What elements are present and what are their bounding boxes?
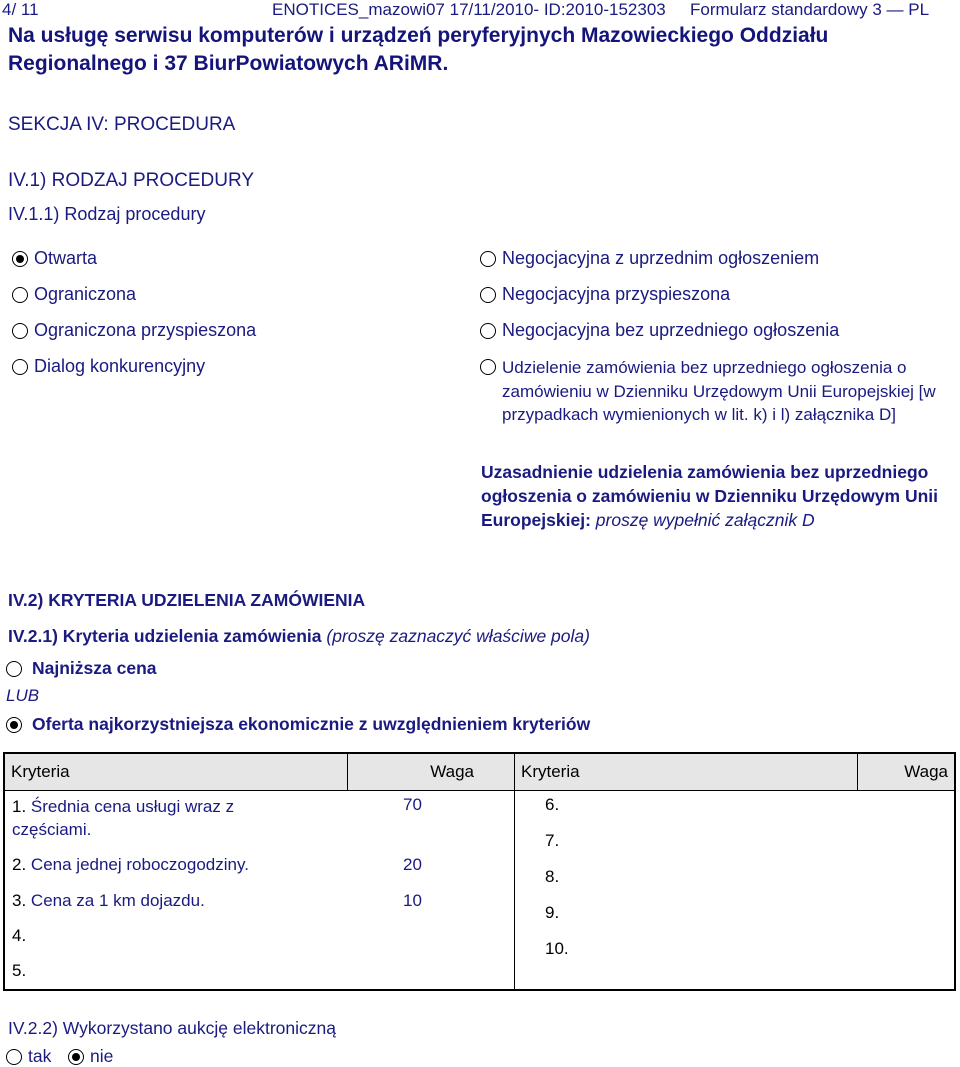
justification-label: Uzasadnienie udzielenia zamówienia bez uprzedniego ogłoszenia o zamówieniu w Dzienniku Urzędowym Unii Europejskiej: <box>481 462 938 530</box>
option-label: Otwarta <box>34 248 98 268</box>
header-waga: Waga <box>348 753 515 791</box>
option-tak[interactable] <box>6 1046 51 1067</box>
radio-selected-icon[interactable] <box>68 1049 84 1065</box>
option-najnizsza-cena[interactable] <box>6 658 157 679</box>
iv21-heading <box>8 626 590 647</box>
option-nie[interactable] <box>68 1046 113 1067</box>
radio-icon[interactable] <box>6 1049 22 1065</box>
criteria-row <box>12 855 249 875</box>
criteria-num: 3. <box>12 891 27 910</box>
criteria-num: 8. <box>545 867 560 886</box>
option-label: Ograniczona przyspieszona <box>34 320 257 340</box>
criteria-num: 4. <box>12 926 27 945</box>
radio-icon[interactable] <box>480 287 496 303</box>
radio-icon[interactable] <box>6 661 22 677</box>
option-label: Negocjacyjna z uprzednim ogłoszeniem <box>502 248 820 268</box>
justification-note: proszę wypełnić załącznik D <box>595 510 815 530</box>
option-otwarta[interactable] <box>12 248 97 269</box>
iv2-heading: IV.2) KRYTERIA UDZIELENIA ZAMÓWIENIA <box>8 590 366 610</box>
radio-icon[interactable] <box>480 323 496 339</box>
criteria-row <box>12 961 26 981</box>
option-label: Najniższa cena <box>32 658 157 678</box>
iv21-label: IV.2.1) Kryteria udzielenia zamówienia <box>8 626 322 646</box>
criteria-text: Cena za 1 km dojazdu. <box>30 891 205 910</box>
criteria-weight: 70 <box>403 795 422 814</box>
criteria-table <box>3 752 956 991</box>
radio-icon[interactable] <box>12 287 28 303</box>
criteria-num: 5. <box>12 961 27 980</box>
option-label: tak <box>28 1046 52 1066</box>
criteria-num: 2. <box>12 855 27 874</box>
option-negocjacyjna-z-ogloszeniem[interactable] <box>480 248 819 269</box>
option-label: Negocjacyjna przyspieszona <box>502 284 731 304</box>
radio-icon[interactable] <box>12 359 28 375</box>
criteria-row <box>12 795 282 841</box>
option-dialog-konkurencyjny[interactable] <box>12 356 205 377</box>
criteria-text: Cena jednej roboczogodziny. <box>30 855 249 874</box>
form-name: Formularz standardowy 3 — PL <box>690 0 930 19</box>
page-number: 4/ 11 <box>2 0 39 19</box>
radio-icon[interactable] <box>12 323 28 339</box>
option-label: Dialog konkurencyjny <box>34 356 206 376</box>
option-label: nie <box>90 1046 114 1066</box>
iv21-note: (proszę zaznaczyć właściwe pola) <box>326 626 590 646</box>
criteria-row <box>12 891 205 911</box>
option-label: Oferta najkorzystniejsza ekonomicznie z uwzględnieniem kryteriów <box>32 714 591 734</box>
criteria-num: 6. <box>545 795 560 814</box>
criteria-num: 7. <box>545 831 560 850</box>
header-kryteria-2: Kryteria <box>515 753 858 791</box>
option-udzielenie-bez-ogloszenia[interactable] <box>480 356 950 427</box>
criteria-num: 1. <box>12 797 27 816</box>
radio-icon[interactable] <box>480 359 496 375</box>
option-label: Udzielenie zamówienia bez uprzedniego ogłoszenia o zamówieniu w Dzienniku Urzędowym Unii Europejskiej [w przypadkach wymienionych w lit. k) i l) załącznika D] <box>502 358 936 424</box>
option-negocjacyjna-przyspieszona[interactable] <box>480 284 730 305</box>
criteria-weight: 10 <box>403 891 422 910</box>
criteria-num: 9. <box>545 903 560 922</box>
criteria-num: 10. <box>545 939 569 958</box>
option-oferta-najkorzystniejsza[interactable] <box>6 714 590 735</box>
criteria-text: Średnia cena usługi wraz z częściami. <box>12 797 235 839</box>
option-negocjacyjna-bez-ogloszenia[interactable] <box>480 320 839 341</box>
notice-id: ENOTICES_mazowi07 17/11/2010- ID:2010-152303 <box>272 0 666 19</box>
criteria-left-cell <box>4 791 515 991</box>
criteria-right-cell <box>515 791 956 991</box>
header-kryteria: Kryteria <box>4 753 348 791</box>
radio-selected-icon[interactable] <box>6 717 22 733</box>
justification-text <box>481 460 953 532</box>
radio-selected-icon[interactable] <box>12 251 28 267</box>
option-ograniczona[interactable] <box>12 284 136 305</box>
option-label: Ograniczona <box>34 284 137 304</box>
iv222-heading: IV.2.2) Wykorzystano aukcję elektroniczną <box>8 1018 336 1038</box>
document-title: Na usługę serwisu komputerów i urządzeń peryferyjnych Mazowieckiego Oddziału Regionalnego i 37 BiurPowiatowych ARiMR. <box>8 24 829 75</box>
radio-icon[interactable] <box>480 251 496 267</box>
header-waga-2: Waga <box>858 753 956 791</box>
section-iv-heading: SEKCJA IV: PROCEDURA <box>8 114 236 135</box>
iv1-heading: IV.1) RODZAJ PROCEDURY <box>8 170 254 191</box>
criteria-row <box>12 926 26 946</box>
criteria-weight: 20 <box>403 855 422 874</box>
iv11-heading: IV.1.1) Rodzaj procedury <box>8 204 206 224</box>
option-ograniczona-przyspieszona[interactable] <box>12 320 256 341</box>
option-label: Negocjacyjna bez uprzedniego ogłoszenia <box>502 320 840 340</box>
lub-text: LUB <box>6 686 40 705</box>
